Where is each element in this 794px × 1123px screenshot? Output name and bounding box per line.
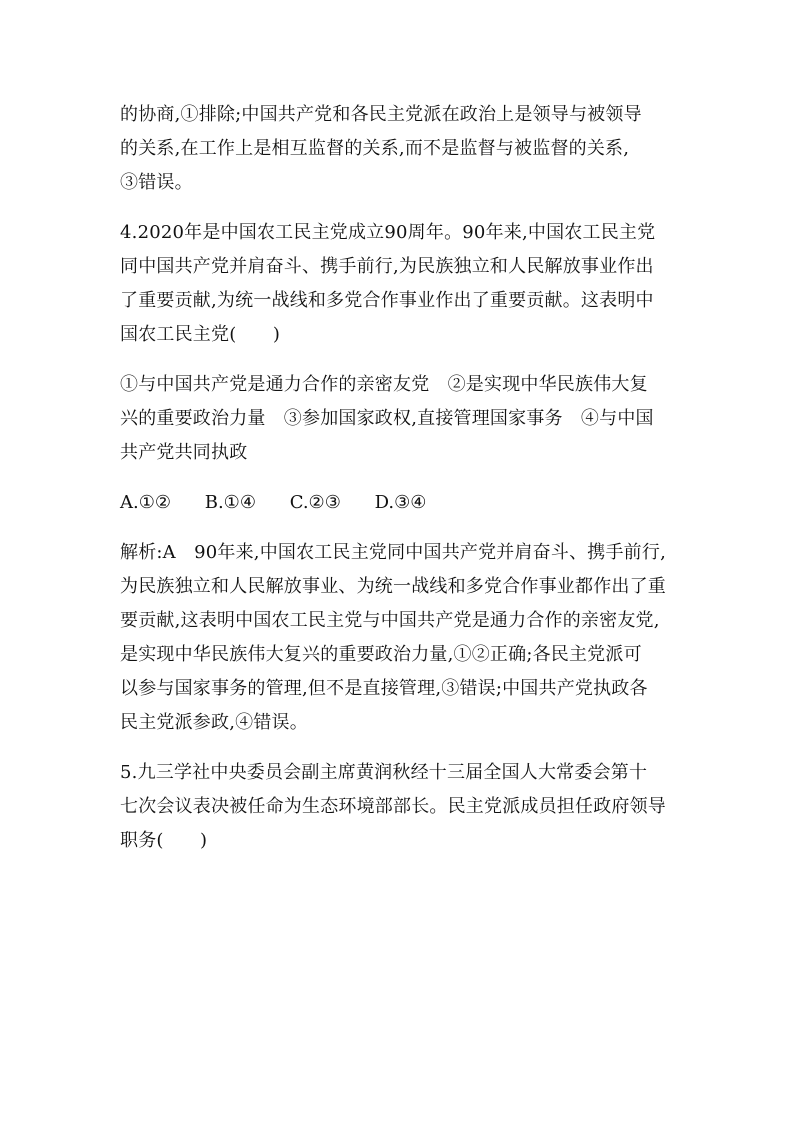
text-line: 以参与国家事务的管理,但不是直接管理,③错误;中国共产党执政各 xyxy=(120,678,648,699)
text-line: 职务( ) xyxy=(120,830,208,851)
text-line: ③错误。 xyxy=(120,172,193,193)
question-4-stem xyxy=(120,216,680,352)
question-4-choices xyxy=(120,486,680,520)
text-line: 七次会议表决被任命为生态环境部部长。民主党派成员担任政府领导 xyxy=(120,796,666,817)
question-5-stem xyxy=(120,756,680,858)
text-line: ①与中国共产党是通力合作的亲密友党 ②是实现中华民族伟大复 xyxy=(120,374,648,395)
question-4-analysis xyxy=(120,536,680,740)
choice-d: D.③④ xyxy=(374,492,427,513)
text-line: 的协商,①排除;中国共产党和各民主党派在政治上是领导与被领导 xyxy=(120,104,642,125)
text-line: 了重要贡献,为统一战线和多党合作事业作出了重要贡献。这表明中 xyxy=(120,290,654,311)
text-line: 的关系,在工作上是相互监督的关系,而不是监督与被监督的关系, xyxy=(120,138,630,159)
question-4-statements xyxy=(120,368,680,470)
text-line: 要贡献,这表明中国农工民主党与中国共产党是通力合作的亲密友党, xyxy=(120,610,660,631)
document-page xyxy=(120,98,680,858)
choice-a: A.①② xyxy=(120,492,171,513)
text-line: 4.2020年是中国农工民主党成立90周年。90年来,中国农工民主党 xyxy=(120,222,656,243)
text-line: 民主党派参政,④错误。 xyxy=(120,712,308,733)
choice-c: C.②③ xyxy=(289,492,341,513)
text-line: 5.九三学社中央委员会副主席黄润秋经十三届全国人大常委会第十 xyxy=(120,762,648,783)
text-line: 为民族独立和人民解放事业、为统一战线和多党合作事业都作出了重 xyxy=(120,576,666,597)
choice-b: B.①④ xyxy=(204,492,256,513)
text-line: 同中国共产党并肩奋斗、携手前行,为民族独立和人民解放事业作出 xyxy=(120,256,654,277)
text-line: 共产党共同执政 xyxy=(120,442,248,463)
text-line: 解析:A 90年来,中国农工民主党同中国共产党并肩奋斗、携手前行, xyxy=(120,542,667,563)
previous-answer-continuation xyxy=(120,98,680,200)
text-line: 是实现中华民族伟大复兴的重要政治力量,①②正确;各民主党派可 xyxy=(120,644,642,665)
text-line: 兴的重要政治力量 ③参加国家政权,直接管理国家事务 ④与中国 xyxy=(120,408,654,429)
text-line: 国农工民主党( ) xyxy=(120,324,281,345)
